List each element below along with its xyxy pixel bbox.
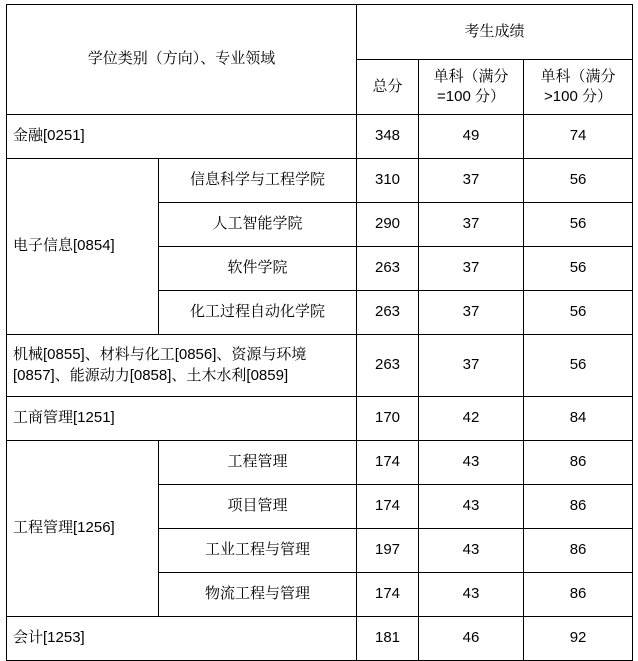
row-single-100: 43 <box>419 573 524 617</box>
row-total: 174 <box>357 485 419 529</box>
row-single-100: 46 <box>419 617 524 661</box>
row-single-over-100: 56 <box>524 291 633 335</box>
row-single-over-100: 86 <box>524 485 633 529</box>
row-single-over-100: 84 <box>524 397 633 441</box>
admission-score-table <box>6 4 633 661</box>
row-single-over-100: 92 <box>524 617 633 661</box>
row-single-over-100: 56 <box>524 159 633 203</box>
row-single-100: 37 <box>419 247 524 291</box>
row-single-100: 37 <box>419 203 524 247</box>
table-row <box>7 441 633 485</box>
row-field: 化工过程自动化学院 <box>159 291 357 335</box>
row-total: 181 <box>357 617 419 661</box>
table-body <box>7 5 633 661</box>
row-total: 263 <box>357 247 419 291</box>
row-single-over-100: 74 <box>524 115 633 159</box>
table-row <box>7 115 633 159</box>
row-single-over-100: 86 <box>524 573 633 617</box>
row-total: 170 <box>357 397 419 441</box>
row-category: 会计[1253] <box>7 617 357 661</box>
row-category: 工商管理[1251] <box>7 397 357 441</box>
header-single-subject-over-100: 单科（满分>100 分） <box>524 60 633 115</box>
row-single-over-100: 56 <box>524 203 633 247</box>
row-field: 人工智能学院 <box>159 203 357 247</box>
row-total: 348 <box>357 115 419 159</box>
row-single-100: 43 <box>419 441 524 485</box>
row-single-100: 49 <box>419 115 524 159</box>
row-field: 工业工程与管理 <box>159 529 357 573</box>
row-single-100: 37 <box>419 335 524 397</box>
row-total: 174 <box>357 441 419 485</box>
row-total: 290 <box>357 203 419 247</box>
row-single-100: 37 <box>419 291 524 335</box>
table-row <box>7 335 633 397</box>
header-exam-score-group: 考生成绩 <box>357 5 633 60</box>
row-category: 电子信息[0854] <box>7 159 159 335</box>
header-degree-category: 学位类别（方向）、专业领域 <box>7 5 357 115</box>
table-row <box>7 159 633 203</box>
row-category: 工程管理[1256] <box>7 441 159 617</box>
row-single-over-100: 86 <box>524 529 633 573</box>
header-total-score: 总分 <box>357 60 419 115</box>
row-total: 174 <box>357 573 419 617</box>
table-header-row-1 <box>7 5 633 60</box>
row-single-over-100: 56 <box>524 335 633 397</box>
table-row <box>7 397 633 441</box>
row-field: 项目管理 <box>159 485 357 529</box>
row-single-over-100: 56 <box>524 247 633 291</box>
row-field: 软件学院 <box>159 247 357 291</box>
row-total: 197 <box>357 529 419 573</box>
row-category: 金融[0251] <box>7 115 357 159</box>
row-total: 263 <box>357 335 419 397</box>
row-field: 信息科学与工程学院 <box>159 159 357 203</box>
row-single-100: 42 <box>419 397 524 441</box>
row-single-100: 43 <box>419 529 524 573</box>
row-category: 机械[0855]、材料与化工[0856]、资源与环境[0857]、能源动力[0858]、土木水利[0859] <box>7 335 357 397</box>
row-total: 310 <box>357 159 419 203</box>
row-field: 物流工程与管理 <box>159 573 357 617</box>
row-field: 工程管理 <box>159 441 357 485</box>
header-single-subject-100: 单科（满分=100 分） <box>419 60 524 115</box>
row-single-100: 43 <box>419 485 524 529</box>
row-total: 263 <box>357 291 419 335</box>
row-single-100: 37 <box>419 159 524 203</box>
row-single-over-100: 86 <box>524 441 633 485</box>
